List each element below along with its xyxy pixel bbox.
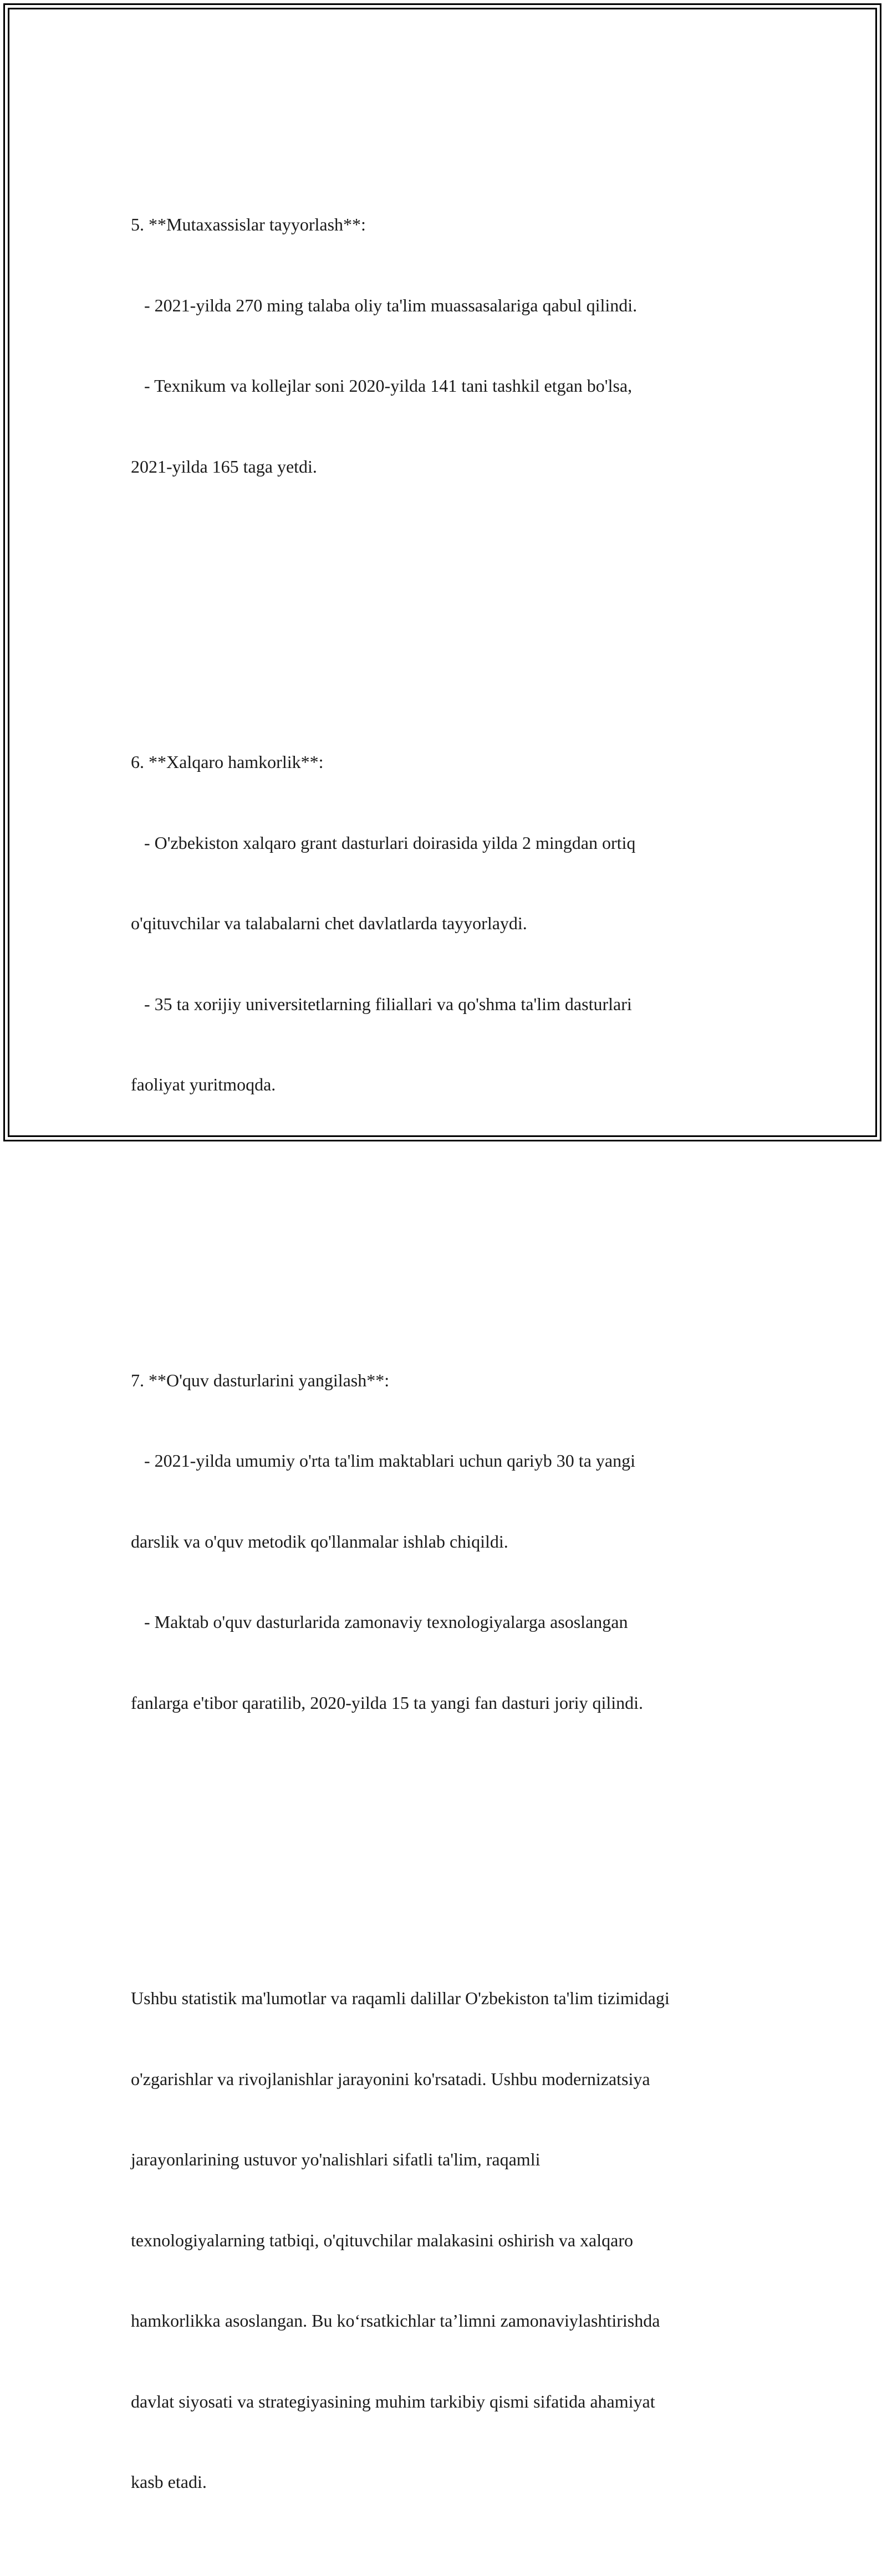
bullet-continuation: fanlarga e'tibor qaratilib, 2020-yilda 15 ta yangi fan dasturi joriy qilindi.: [131, 1692, 644, 1713]
section-heading: 5. **Mutaxassislar tayyorlash**:: [131, 214, 366, 234]
bullet-continuation: darslik va o'quv metodik qo'llanmalar ishlab chiqildi.: [131, 1531, 508, 1551]
paragraph-line: Ushbu statistik ma'lumotlar va raqamli dalillar O'zbekiston ta'lim tizimidagi: [131, 1988, 670, 2008]
bullet-continuation: o'qituvchilar va talabalarni chet davlatlarda tayyorlaydi.: [131, 913, 527, 933]
paragraph-line: kasb etadi.: [131, 2472, 207, 2492]
conclusion-paragraph: [131, 1931, 763, 2549]
paragraph-line: jarayonlarining ustuvor yo'nalishlari sifatli ta'lim, raqamli: [131, 2149, 541, 2169]
paragraph-line: texnologiyalarning tatbiqi, o'qituvchilar malakasini oshirish va xalqaro: [131, 2230, 633, 2250]
section-6: [131, 695, 763, 1152]
paragraph-line: hamkorlikka asoslangan. Bu ko‘rsatkichlar ta’limni zamonaviylashtirishda: [131, 2311, 660, 2331]
section-heading: 7. **O'quv dasturlarini yangilash**:: [131, 1370, 390, 1390]
section-5: [131, 157, 763, 534]
paragraph-spacer: [131, 1824, 763, 1851]
bullet-line: - 2021-yilda 270 ming talaba oliy ta'lim muassasalariga qabul qilindi.: [131, 295, 638, 315]
document-body: [131, 104, 763, 2576]
bullet-line: - O'zbekiston xalqaro grant dasturlari doirasida yilda 2 mingdan ortiq: [131, 832, 636, 853]
bullet-line: - 35 ta xorijiy universitetlarning filiallari va qo'shma ta'lim dasturlari: [131, 993, 632, 1014]
section-heading: 6. **Xalqaro hamkorlik**:: [131, 752, 324, 772]
paragraph-spacer: [131, 587, 763, 614]
paragraph-line: davlat siyosati va strategiyasining muhim tarkibiy qismi sifatida ahamiyat: [131, 2391, 655, 2411]
bullet-line: - Maktab o'quv dasturlarida zamonaviy texnologiyalarga asoslangan: [131, 1612, 628, 1632]
paragraph-line: o'zgarishlar va rivojlanishlar jarayonini ko'rsatadi. Ushbu modernizatsiya: [131, 2068, 650, 2089]
bullet-line: - Texnikum va kollejlar soni 2020-yilda 141 tani tashkil etgan bo'lsa,: [131, 376, 633, 396]
bullet-continuation: 2021-yilda 165 taga yetdi.: [131, 456, 317, 477]
bullet-continuation: faoliyat yuritmoqda.: [131, 1074, 276, 1094]
section-7: [131, 1313, 763, 1770]
paragraph-spacer: [131, 1206, 763, 1233]
bullet-line: - 2021-yilda umumiy o'rta ta'lim maktablari uchun qariyb 30 ta yangi: [131, 1451, 635, 1471]
